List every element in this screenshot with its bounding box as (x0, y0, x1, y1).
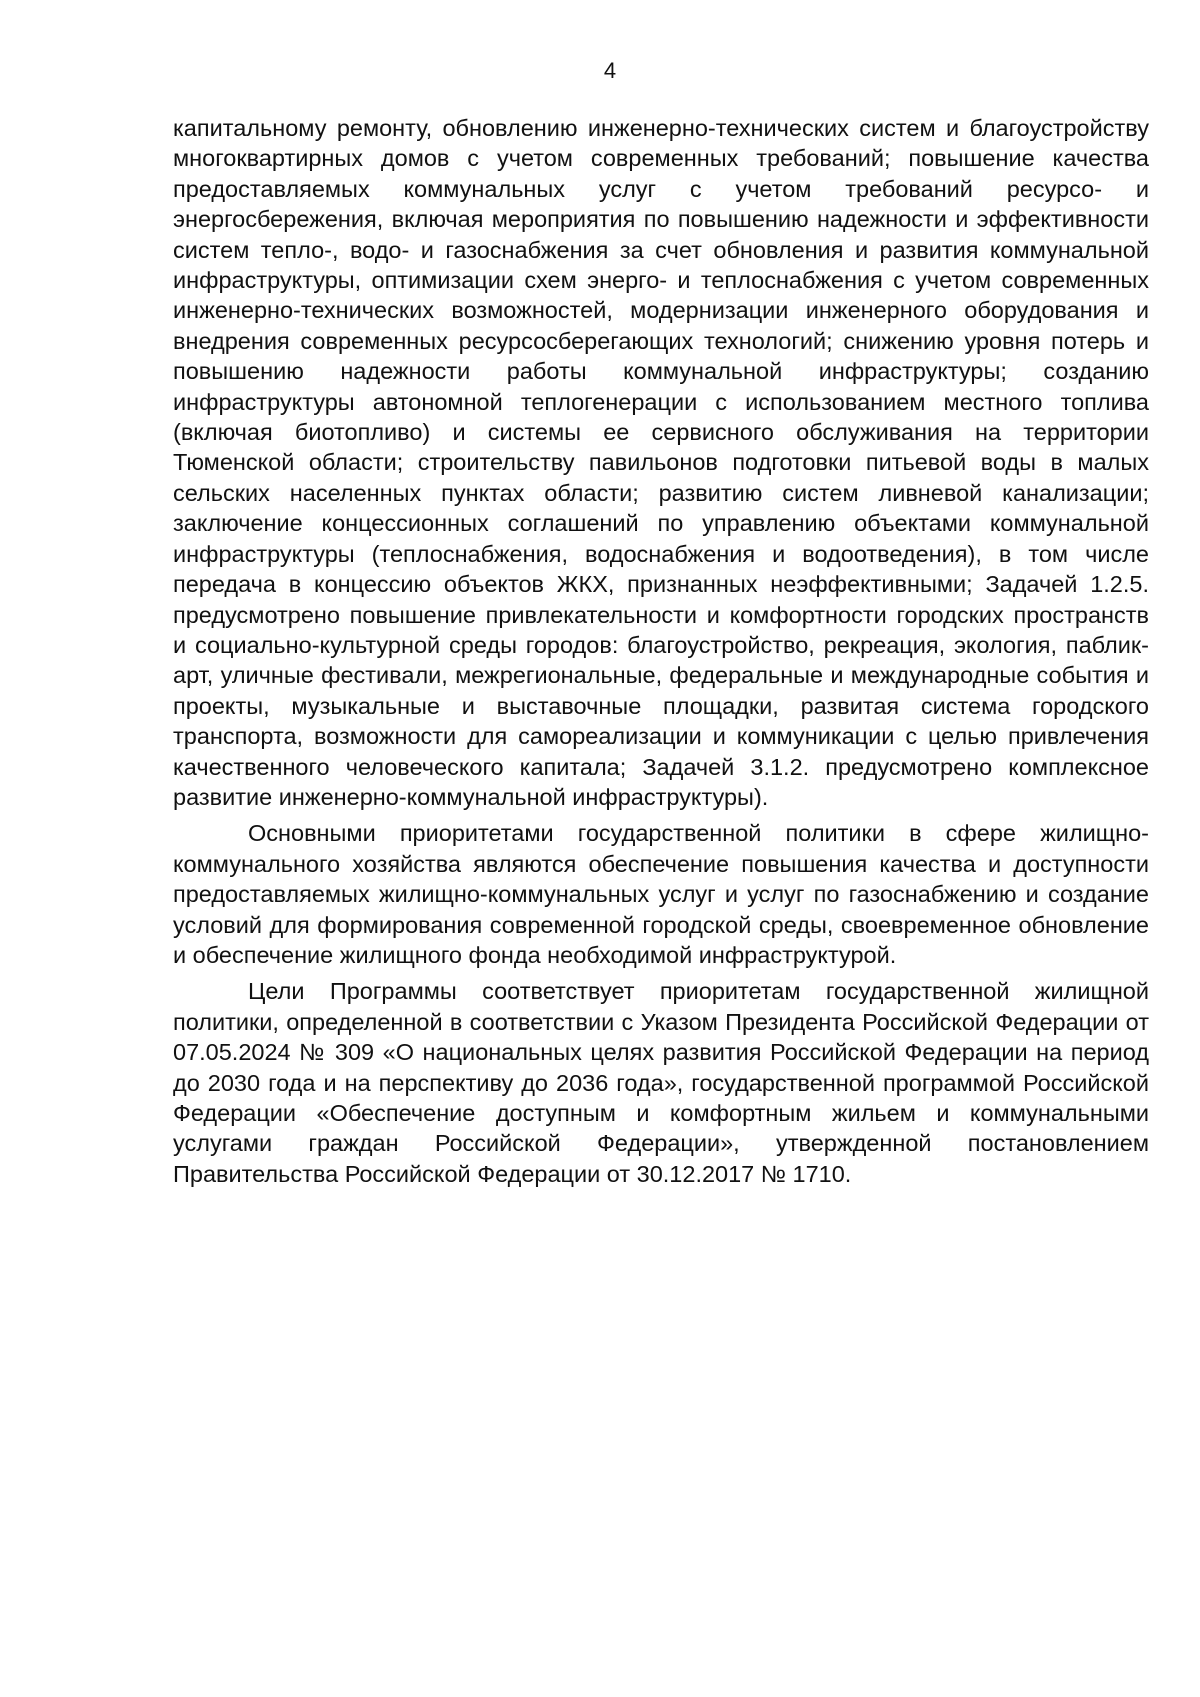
paragraph-housing-priorities: Основными приоритетами государственной политики в сфере жилищно-коммунального хозяйства являются обеспечение повышения качества и доступности предоставляемых жилищно-коммунальных услуг и услуг по газоснабжению и создание условий для формирования современной городской среды, своевременное обновление и обеспечение жилищного фонда необходимой инфраструктурой. (173, 820, 1149, 968)
paragraph-program-goals: Цели Программы соответствует приоритетам государственной жилищной политики, определенной в соответствии с Указом Президента Российской Федерации от 07.05.2024 № 309 «О национальных целях развития Российской Федерации на период до 2030 года и на перспективу до 2036 года», государственной программой Российской Федерации «Обеспечение доступным и комфортным жильем и коммунальными услугами граждан Российской Федерации», утвержденной постановлением Правительства Российской Федерации от 30.12.2017 № 1710. (173, 978, 1149, 1187)
paragraph-continuation: капитальному ремонту, обновлению инженерно-технических систем и благоустройству многоквартирных домов с учетом современных требований; повышение качества предоставляемых коммунальных услуг с учетом требований ресурсо- и энергосбережения, включая мероприятия по повышению надежности и эффективности систем тепло-, водо- и газоснабжения за счет обновления и развития коммунальной инфраструктуры, оптимизации схем энерго- и теплоснабжения с учетом современных инженерно-технических возможностей, модернизации инженерного оборудования и внедрения современных ресурсосберегающих технологий; снижению уровня потерь и повышению надежности работы коммунальной инфраструктуры; созданию инфраструктуры автономной теплогенерации с использованием местного топлива (включая биотопливо) и системы ее сервисного обслуживания на территории Тюменской области; строительству павильонов подготовки питьевой воды в малых сельских населенных пунктах области; развитию систем ливневой канализации; заключение концессионных соглашений по управлению объектами коммунальной инфраструктуры (теплоснабжения, водоснабжения и водоотведения), в том числе передача в концессию объектов ЖКХ, признанных неэффективными; Задачей 1.2.5. предусмотрено повышение привлекательности и комфортности городских пространств и социально-культурной среды городов: благоустройство, рекреация, экология, паблик-арт, уличные фестивали, межрегиональные, федеральные и международные события и проекты, музыкальные и выставочные площадки, развитая система городского транспорта, возможности для самореализации и коммуникации с целью привлечения качественного человеческого капитала; Задачей 3.1.2. предусмотрено комплексное развитие инженерно-коммунальной инфраструктуры). (173, 115, 1149, 810)
document-body (173, 113, 1149, 1189)
page-number: 4 (603, 58, 617, 83)
